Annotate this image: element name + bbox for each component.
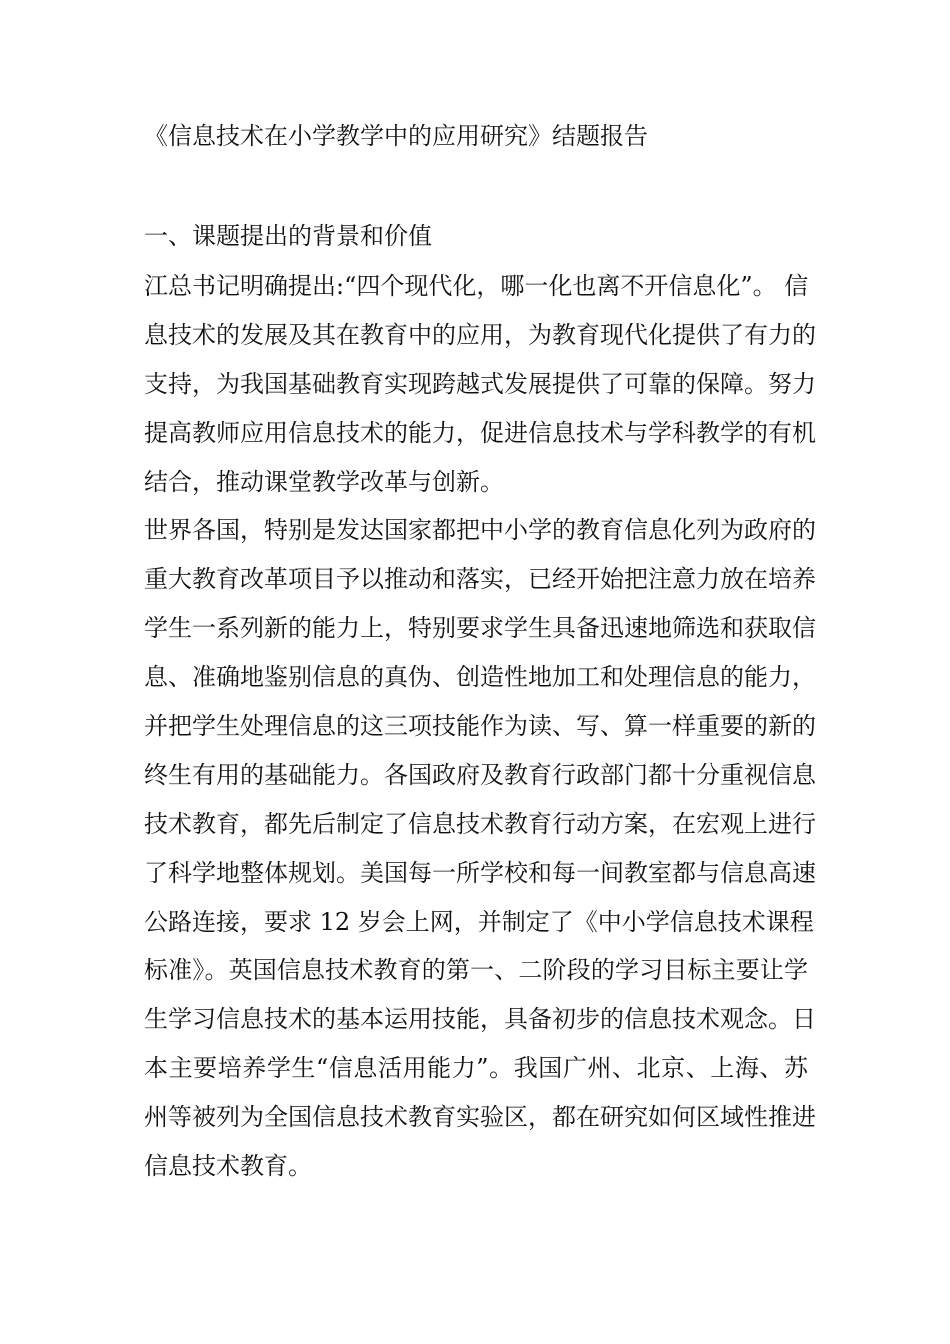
paragraph-line: 州等被列为全国信息技术教育实验区，都在研究如何区域性推进 (144, 1103, 816, 1132)
paragraph-line: 本主要培养学生“信息活用能力”。我国广州、北京、上海、苏 (144, 1054, 808, 1083)
paragraph-line: 息技术的发展及其在教育中的应用，为教育现代化提供了有力的 (144, 320, 816, 349)
section-heading: 一、课题提出的背景和价值 (144, 222, 432, 250)
document-title: 《信息技术在小学教学中的应用研究》结题报告 (144, 122, 648, 150)
paragraph-line: 公路连接，要求 12 岁会上网，并制定了《中小学信息技术课程 (144, 907, 814, 936)
paragraph-line: 了科学地整体规划。美国每一所学校和每一间教室都与信息高速 (144, 858, 816, 887)
paragraph-line: 提高教师应用信息技术的能力，促进信息技术与学科教学的有机 (144, 418, 816, 447)
paragraph-line: 重大教育改革项目予以推动和落实，已经开始把注意力放在培养 (144, 565, 816, 594)
paragraph-line: 支持，为我国基础教育实现跨越式发展提供了可靠的保障。努力 (144, 369, 816, 398)
paragraph-line: 学生一系列新的能力上，特别要求学生具备迅速地筛选和获取信 (144, 614, 816, 643)
paragraph-line: 标准》。英国信息技术教育的第一、二阶段的学习目标主要让学 (144, 956, 808, 985)
paragraph-line: 结合，推动课堂教学改革与创新。 (144, 467, 504, 496)
paragraph-line: 江总书记明确提出:“四个现代化，哪一化也离不开信息化”。 信 (144, 272, 809, 300)
paragraph-line: 终生有用的基础能力。各国政府及教育行政部门都十分重视信息 (144, 760, 816, 789)
paragraph (144, 262, 816, 506)
paragraph-line: 生学习信息技术的基本运用技能，具备初步的信息技术观念。日 (144, 1005, 816, 1034)
paragraph-line: 息、准确地鉴别信息的真伪、创造性地加工和处理信息的能力， (144, 663, 816, 692)
paragraph-line: 并把学生处理信息的这三项技能作为读、写、算一样重要的新的 (144, 712, 816, 741)
paragraph-line: 信息技术教育。 (144, 1152, 312, 1181)
document-body (144, 262, 816, 1191)
paragraph-line: 世界各国，特别是发达国家都把中小学的教育信息化列为政府的 (144, 516, 816, 545)
paragraph-line: 技术教育，都先后制定了信息技术教育行动方案，在宏观上进行 (144, 809, 816, 838)
paragraph (144, 506, 816, 1190)
